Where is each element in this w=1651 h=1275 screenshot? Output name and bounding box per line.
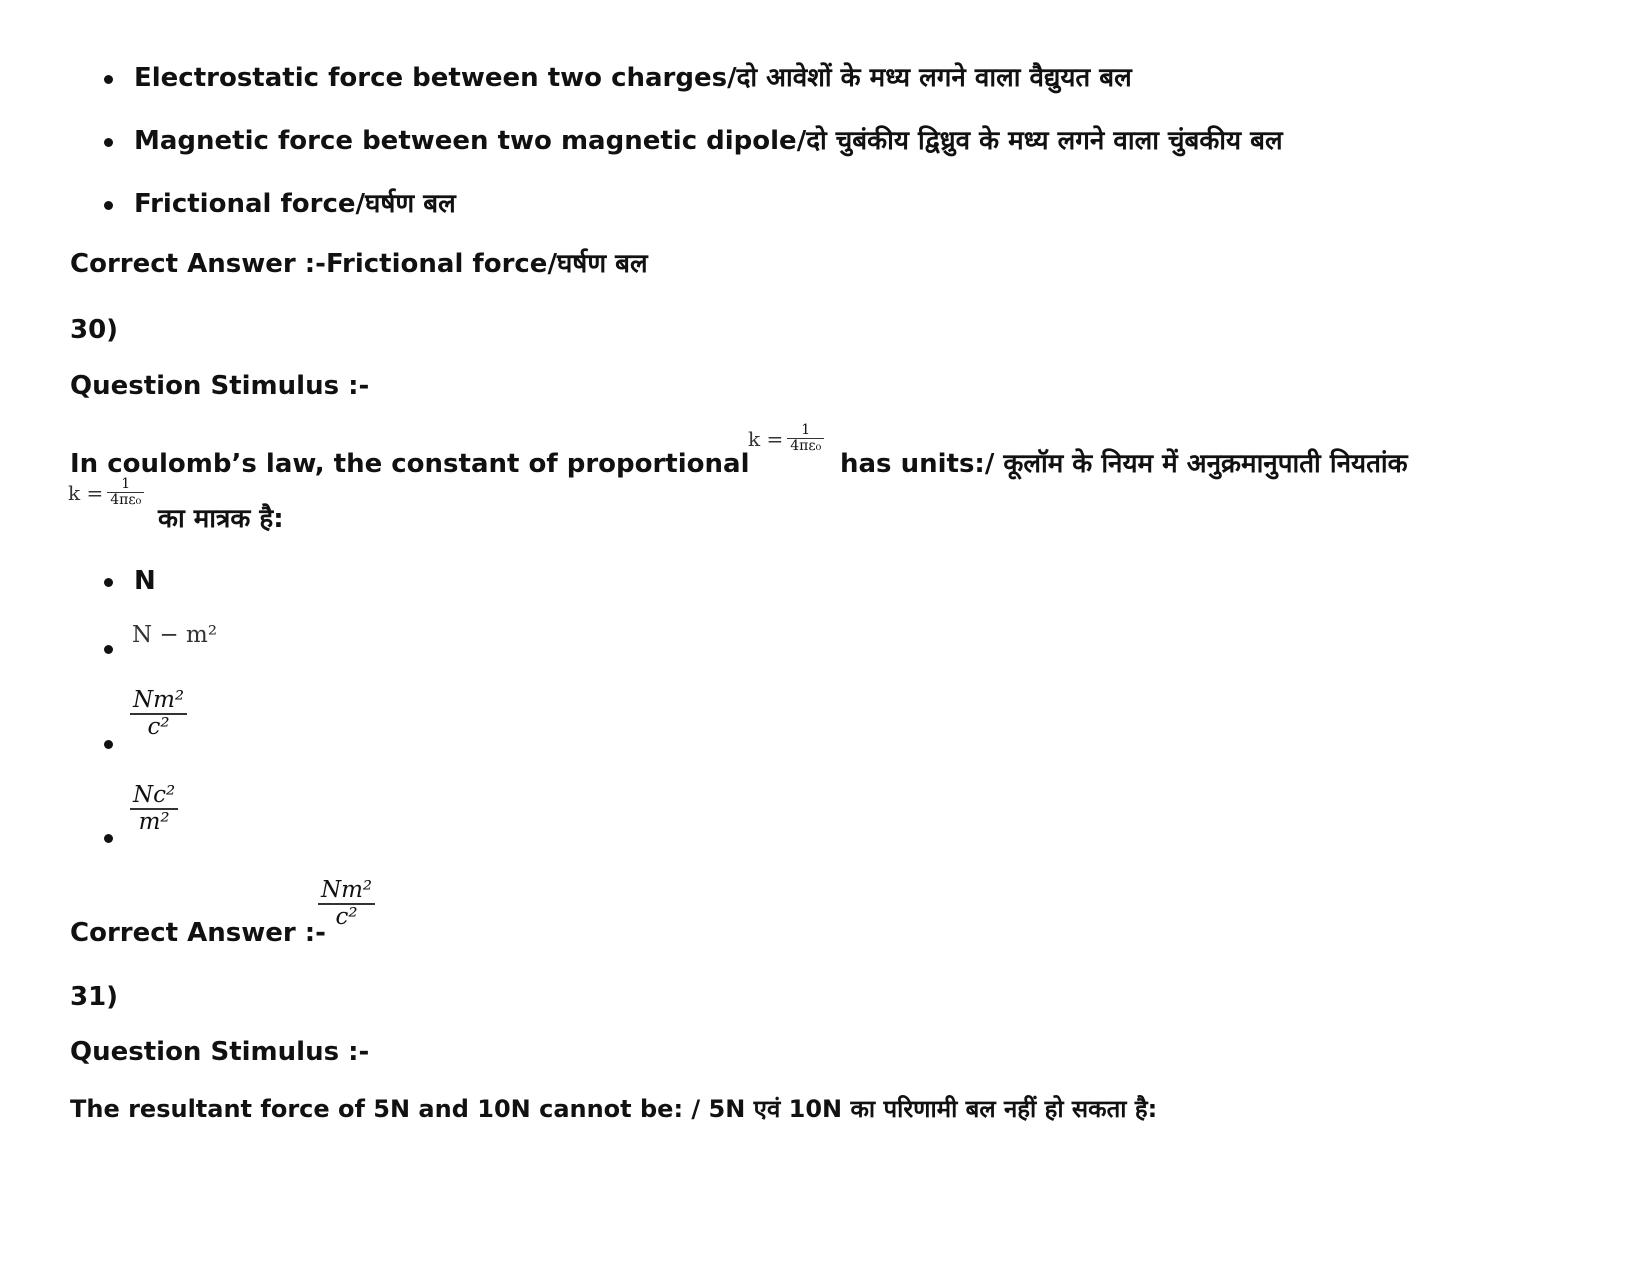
question-number: 30)	[70, 315, 119, 345]
formula-lhs: k =	[748, 426, 784, 451]
option-magnetic: Magnetic force between two magnetic dipole/दो चुबंकीय द्विध्रुव के मध्य लगने वाला चुंबकीय बल	[134, 126, 1283, 156]
question-number: 31)	[70, 982, 119, 1012]
fraction-numerator: Nc²	[133, 782, 176, 808]
bullet-icon	[104, 645, 113, 654]
formula-fraction	[107, 477, 144, 509]
bullet-icon	[104, 578, 113, 587]
correct-answer-value: Frictional force/घर्षण बल	[325, 249, 648, 279]
option-nm2-over-c2	[130, 688, 187, 741]
correct-answer-label: Correct Answer :-	[70, 249, 326, 279]
formula-fraction	[787, 423, 824, 455]
question-text: The resultant force of 5N and 10N cannot be: / 5N एवं 10N का परिणामी बल नहीं हो सकता है:	[70, 1095, 1158, 1123]
previous-correct-answer	[70, 248, 648, 280]
formula-denominator: 4πε₀	[790, 438, 822, 455]
formula-denominator: 4πε₀	[110, 492, 142, 509]
fraction-numerator: Nm²	[133, 687, 185, 713]
bullet-icon	[104, 138, 113, 147]
question-text-line1-cont: has units:/ कूलॉम के नियम में अनुक्रमानुपाती नियतांक	[840, 449, 1408, 479]
question-text-line1: In coulomb’s law, the constant of proportional	[70, 449, 750, 479]
correct-answer-label: Correct Answer :-	[70, 918, 326, 948]
option-frictional: Frictional force/घर्षण बल	[134, 189, 456, 219]
formula-lhs: k =	[68, 480, 104, 505]
bullet-icon	[104, 75, 113, 84]
correct-answer-formula	[318, 878, 375, 931]
formula-numerator: 1	[121, 476, 131, 492]
formula-numerator: 1	[801, 422, 811, 438]
option-electrostatic: Electrostatic force between two charges/दो आवेशों के मध्य लगने वाला वैद्युयत बल	[134, 63, 1132, 93]
option-n: N	[134, 566, 156, 596]
bullet-icon	[104, 834, 113, 843]
bullet-icon	[104, 201, 113, 210]
question-text-line2: का मात्रक है:	[158, 504, 284, 534]
question-stimulus-label: Question Stimulus :-	[70, 371, 370, 401]
option-nc2-over-m2	[130, 783, 178, 836]
formula-k	[748, 423, 824, 455]
formula-k-second	[68, 477, 144, 509]
fraction-numerator: Nm²	[321, 877, 373, 903]
fraction-denominator: c²	[335, 904, 358, 931]
option-n-minus-m2: N − m²	[132, 622, 218, 648]
bullet-icon	[104, 740, 113, 749]
fraction-denominator: m²	[138, 809, 170, 836]
fraction-denominator: c²	[147, 714, 170, 741]
question-stimulus-label: Question Stimulus :-	[70, 1037, 370, 1067]
